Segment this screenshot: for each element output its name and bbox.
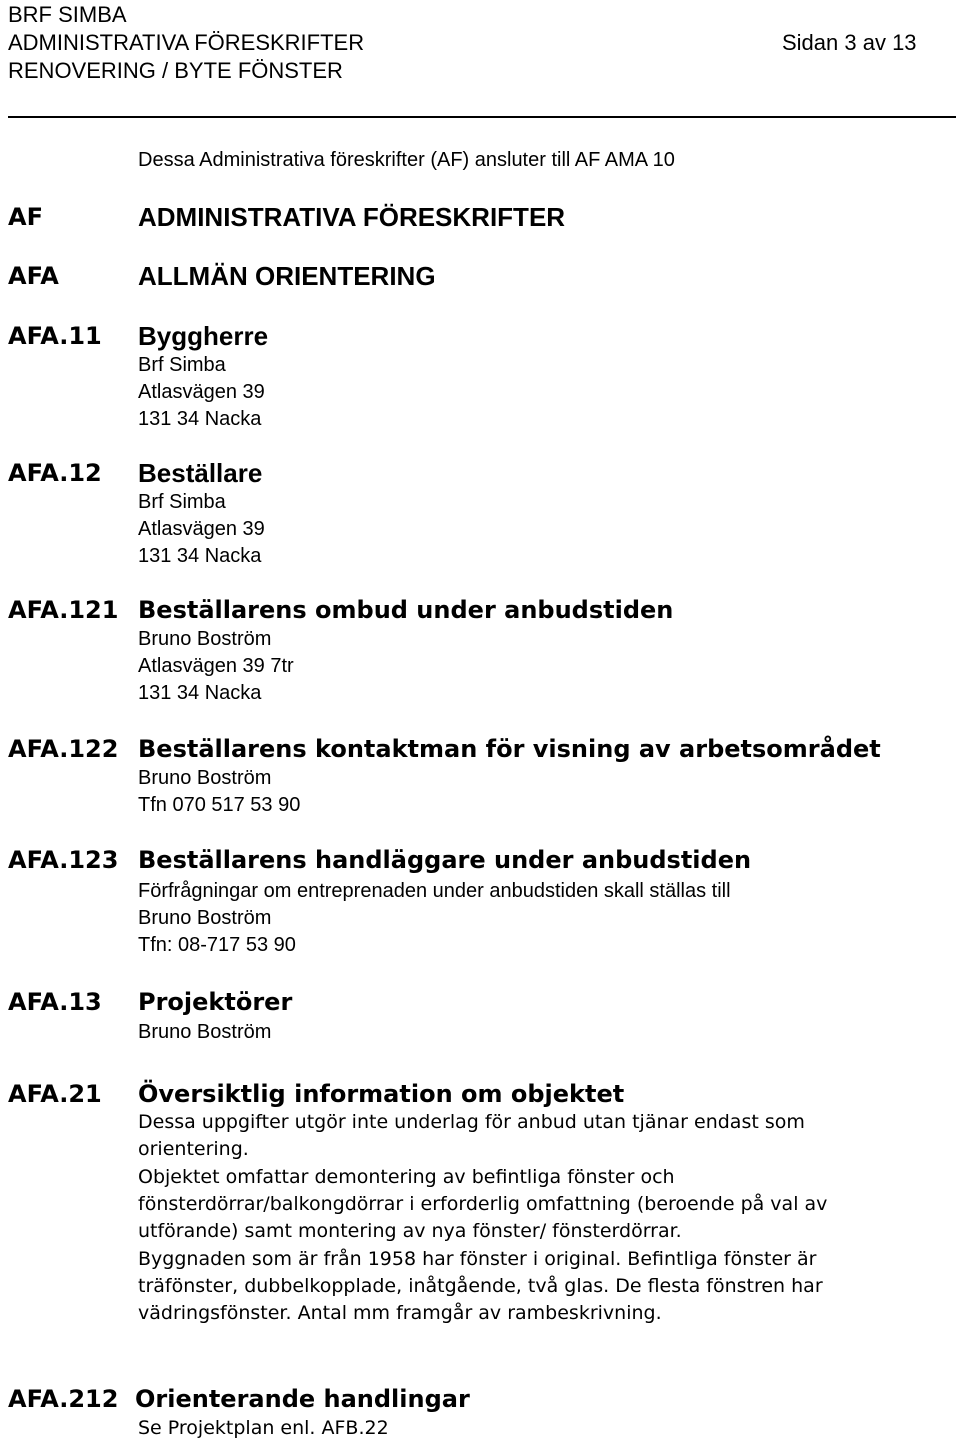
section-title-afa: ALLMÄN ORIENTERING <box>138 261 436 291</box>
header-subject: RENOVERING / BYTE FÖNSTER <box>8 58 343 83</box>
section-title-afa11: Byggherre <box>138 321 269 351</box>
afa121-line: 131 34 Nacka <box>138 682 262 704</box>
section-title-af: ADMINISTRATIVA FÖRESKRIFTER <box>138 202 566 232</box>
section-title-afa13: Projektörer <box>138 988 293 1016</box>
section-title-afa122: Beställarens kontaktman för visning av arbetsområdet <box>138 735 881 763</box>
afa21-line: Dessa uppgifter utgör inte underlag för anbud utan tjänar endast som <box>138 1111 805 1133</box>
afa13-line: Bruno Boström <box>138 1021 272 1043</box>
header-doc-title: ADMINISTRATIVA FÖRESKRIFTER <box>8 30 365 55</box>
afa122-line: Tfn 070 517 53 90 <box>138 794 301 816</box>
afa21-line: fönsterdörrar/balkongdörrar i erforderlig omfattning (beroende på val av <box>138 1193 828 1215</box>
section-code-afa122: AFA.122 <box>8 735 119 763</box>
afa12-line: 131 34 Nacka <box>138 545 262 567</box>
page-number: Sidan 3 av 13 <box>782 30 917 55</box>
section-title-afa121: Beställarens ombud under anbudstiden <box>138 596 674 624</box>
afa122-line: Bruno Boström <box>138 767 272 789</box>
section-title-afa12: Beställare <box>138 458 263 488</box>
section-code-afa12: AFA.12 <box>8 459 102 487</box>
afa21-line: Objektet omfattar demontering av befintliga fönster och <box>138 1166 675 1188</box>
afa123-line: Tfn: 08-717 53 90 <box>138 934 296 956</box>
afa12-line: Brf Simba <box>138 491 226 513</box>
section-code-afa121: AFA.121 <box>8 596 119 624</box>
section-title-afa123: Beställarens handläggare under anbudstiden <box>138 846 752 874</box>
section-code-afa123: AFA.123 <box>8 846 119 874</box>
section-code-afa11: AFA.11 <box>8 322 102 350</box>
section-code-afa21: AFA.21 <box>8 1080 102 1108</box>
intro-text: Dessa Administrativa föreskrifter (AF) ansluter till AF AMA 10 <box>138 149 675 171</box>
afa11-line: Brf Simba <box>138 354 226 376</box>
section-code-af: AF <box>8 203 43 231</box>
afa121-line: Atlasvägen 39 7tr <box>138 655 294 677</box>
afa123-line: Bruno Boström <box>138 907 272 929</box>
afa21-line: Byggnaden som är från 1958 har fönster i original. Befintliga fönster är <box>138 1248 817 1270</box>
section-title-afa21: Översiktlig information om objektet <box>138 1080 625 1108</box>
afa21-line: träfönster, dubbelkopplade, inåtgående, två glas. De flesta fönstren har <box>138 1275 823 1297</box>
section-code-afa: AFA <box>8 262 59 290</box>
section-title-afa212: Orienterande handlingar <box>135 1385 470 1413</box>
afa121-line: Bruno Boström <box>138 628 272 650</box>
afa21-line: orientering. <box>138 1138 249 1160</box>
header-divider <box>8 116 956 118</box>
section-code-afa13: AFA.13 <box>8 988 102 1016</box>
afa212-line: Se Projektplan enl. AFB.22 <box>138 1417 389 1439</box>
afa11-line: Atlasvägen 39 <box>138 381 265 403</box>
afa21-line: utförande) samt montering av nya fönster/ fönsterdörrar. <box>138 1220 682 1242</box>
afa21-line: vädringsfönster. Antal mm framgår av rambeskrivning. <box>138 1302 662 1324</box>
afa12-line: Atlasvägen 39 <box>138 518 265 540</box>
header-org: BRF SIMBA <box>8 2 127 27</box>
section-code-afa212: AFA.212 <box>8 1385 119 1413</box>
afa123-line: Förfrågningar om entreprenaden under anbudstiden skall ställas till <box>138 880 731 902</box>
afa11-line: 131 34 Nacka <box>138 408 262 430</box>
